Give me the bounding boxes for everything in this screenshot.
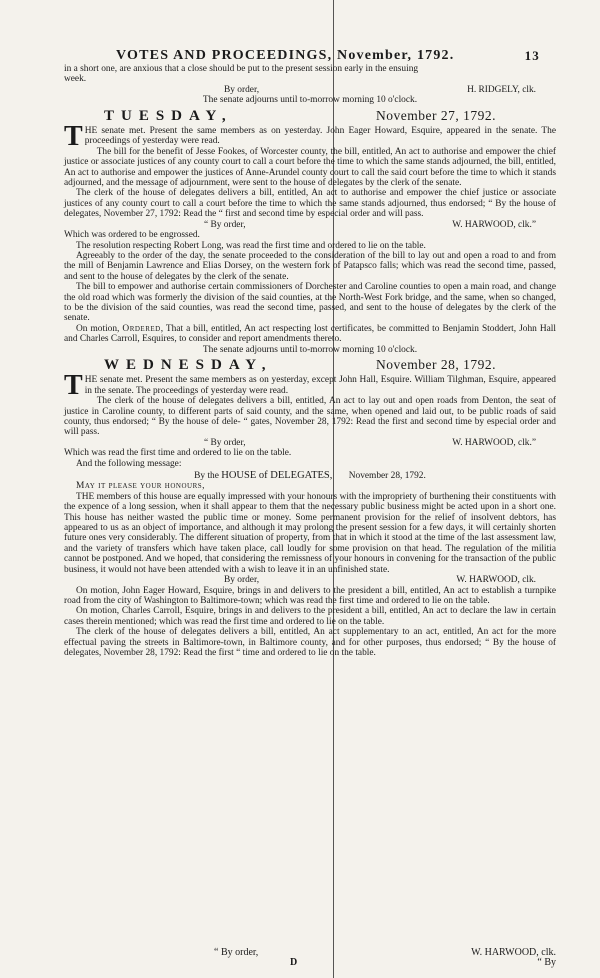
page-number: 13 (524, 48, 540, 63)
paragraph: Agreeably to the order of the day, the senate proceeded to the consideration of the bill to lay out and open a road to and from the mill of Benjamin Lawrence and Elias Dorsey, on the western fork of Patapsco falls; which was read the second time, passed, and sent to the house of delegates by the clerk of the senate. (64, 250, 556, 282)
page-footer (64, 947, 556, 968)
message-body: THE members of this house are equally impressed with your honours with the impropriety of burthening their constituents with the expence of a long session, when it shall appear to them that the necessary public business might be acted upon in a short one. This house has neither wasted the public time or money. Some permanent provision for the relief of insolvent debtors, has appeared to us as an object of importance, and although it may prolong the present session for a few days, it will certainly shorten future ones very considerably. The different situation of property, from that in which it stood at the time of the last assessment law, and the variety of transfers which have taken place, call loudly for some provision on that head. The regulation of the militia cannot be postponed. And we hoped, that considering the remissness of your honours in convening for the transaction of the public business, it would not have been attended with a wish to leave it in an unfinished state. (64, 491, 556, 575)
continuation-line: in a short one, are anxious that a close should be put to the present session early in the ensuing (64, 64, 419, 74)
clerk-signature: W. HARWOOD, clk.” (452, 437, 536, 448)
by-order-label: “ By order, (214, 947, 259, 958)
paragraph: On motion, John Eager Howard, Esquire, brings in and delivers to the president a bill, entitled, An act to establish a turnpike road from the city of Washington to Baltimore-town; which was read the first time and ordered to lie on the table. (64, 585, 556, 606)
clerk-signature: W. HARWOOD, clk. (456, 575, 536, 586)
by-order-label: By order, (224, 575, 260, 586)
paragraph: Which was read the first time and ordered to lie on the table. (64, 448, 292, 459)
day-name: WEDNESDAY, (104, 356, 273, 373)
signature-line (64, 85, 556, 95)
paragraph: The bill for the benefit of Jesse Fookes, of Worcester county, the bill, entitled, An act to authorise and empower the chief justice or associate justices of any county court to call a court before the time to which the same stands adjourned, the bill, entitled, An act to authorise and empower the justices of Anne-Arundel county court to call the said court before the time to which it stands adjourned, and the message of adjournment, were sent to the house of delegates by the clerk of the senate. (64, 146, 556, 189)
signature-line (64, 220, 556, 230)
message-salutation: May it please your honours, (76, 481, 205, 492)
adjourn-notice: The senate adjourns until to-morrow morning 10 o'clock. (202, 344, 418, 355)
paragraph-ordered: On motion, Ordered, That a bill, entitled, An act respecting lost certificates, be committed to Benjamin Stoddert, John Hall and Charles Carroll, Esquires, to consider and report amendments thereto. (64, 323, 556, 345)
signature-line (64, 575, 556, 585)
paragraph: The clerk of the house of delegates delivers a bill, entitled, An act to authorise and empower the chief justice or associate justices of any county court to call a court before the time to which the same stands adjourned, thus endorsed; “ By the house of delegates, November 27, 1792: Read the “ first and second time by especial order and will pass. (64, 188, 556, 220)
message-heading: By the HOUSE of DELEGATES, November 28, 1792. (194, 470, 426, 482)
page-header-title: VOTES AND PROCEEDINGS, November, 1792. (116, 48, 455, 63)
day-name: TUESDAY, (104, 107, 233, 124)
paragraph: The clerk of the house of delegates delivers a bill, entitled, An act supplementary to an act, entitled, An act for the more effectual paving the streets in Baltimore-town, in Baltimore county, and for other purposes, thus endorsed; “ By the house of delegates, November 28, 1792: Read the first “ time and ordered to lie on the table. (64, 627, 556, 658)
paragraph: And the following message: (76, 458, 182, 469)
continuation-line-end: week. (64, 74, 87, 85)
day-heading-tuesday (64, 107, 556, 124)
drop-cap: T (64, 121, 83, 153)
paragraph: The bill to empower and authorise certain commissioners of Dorchester and Caroline counties to open a main road, and change the old road which was formerly the division of the said counties, at the North-West Fork bridge, and the same, when so changed, to be the division of the said counties, was read the second time, passed, and sent to the house of delegates by the clerk of the senate. (64, 282, 556, 324)
tuesday-opening: THE senate met. Present the same members as on yesterday. John Eager Howard, Esquire, appeared in the senate. The proceedings of yesterday were read. (64, 121, 556, 153)
by-order-label: By order, (224, 84, 260, 95)
wednesday-opening: THE senate met. Present the same members as on yesterday, except John Hall, Esquire. William Tilghman, Esquire, appeared in the senate. The proceedings of yesterday were read. (64, 370, 556, 402)
signature-mark: D (290, 957, 298, 968)
clerk-signature: W. HARWOOD, clk. (471, 947, 556, 958)
day-date: November 27, 1792. (376, 107, 496, 123)
paragraph: Which was ordered to be engrossed. (64, 230, 200, 241)
day-heading-wednesday (64, 356, 556, 373)
ordered-keyword: Ordered (122, 323, 161, 334)
paragraph: The resolution respecting Robert Long, was read the first time and ordered to lie on the table. (76, 240, 426, 251)
clerk-signature: W. HARWOOD, clk.” (452, 219, 536, 230)
clerk-signature: H. RIDGELY, clk. (467, 84, 536, 95)
drop-cap: T (64, 370, 83, 402)
signature-line (64, 438, 556, 448)
by-order-label: “ By order, (204, 437, 246, 448)
by-order-label: “ By order, (204, 219, 246, 230)
paragraph: The clerk of the house of delegates delivers a bill, entitled, An act to lay out and open roads from Denton, the seat of justice in Caroline county, to different parts of said county, and the same, when opened and laid out, to be public roads of said county, thus endorsed; “ By the house of dele- “ gates, November 28, 1792: Read the first and second time by especial order and will pass. (64, 396, 556, 438)
adjourn-notice: The senate adjourns until to-morrow morning 10 o'clock. (202, 95, 418, 106)
paragraph: On motion, Charles Carroll, Esquire, brings in and delivers to the president a bill, entitled, An act to declare the law in certain cases therein mentioned; which was read the first time and ordered to lie on the table. (64, 606, 556, 627)
catchword: “ By (537, 957, 556, 968)
day-date: November 28, 1792. (376, 356, 496, 372)
